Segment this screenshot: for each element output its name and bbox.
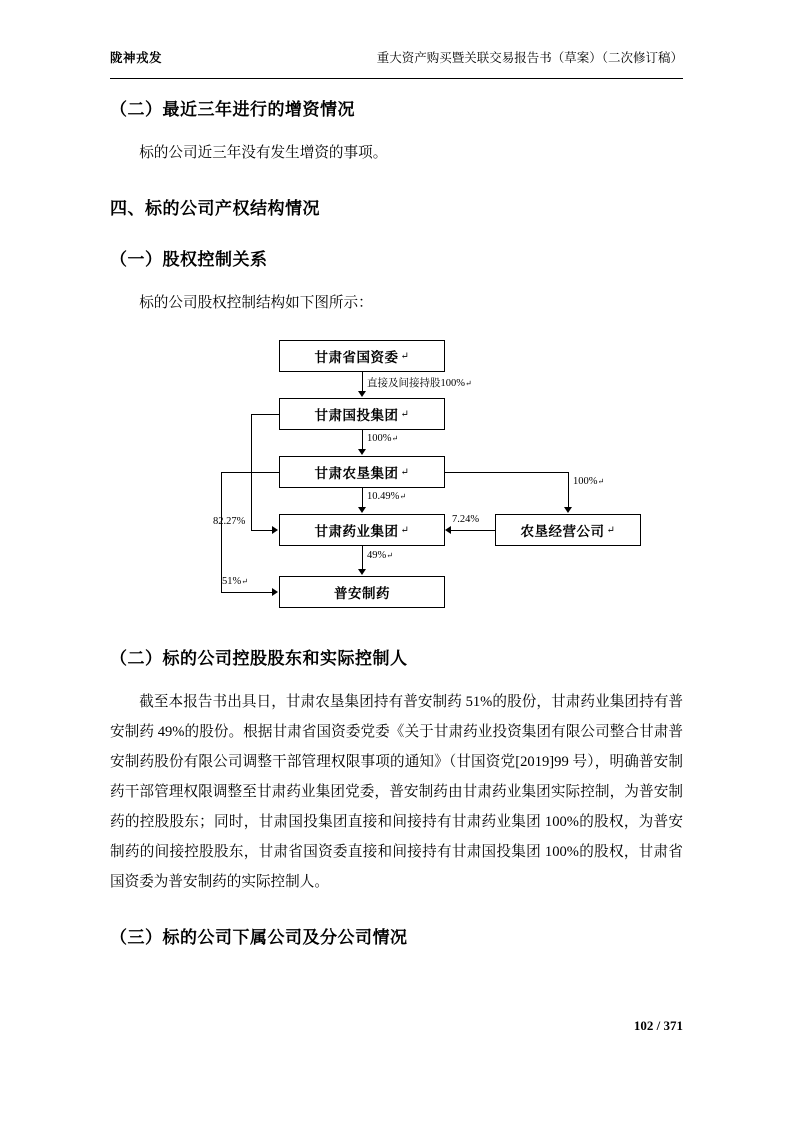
diagram-arrowhead-1 xyxy=(358,391,366,397)
paragraph-no-capital-increase: 标的公司近三年没有发生增资的事项。 xyxy=(139,145,388,161)
diagram-node-gansu-state-investment: 甘肃国投集团 ↵ xyxy=(279,398,445,430)
diagram-node-puan-pharmaceutical: 普安制药 xyxy=(279,576,445,608)
diagram-node-gansu-sasac: 甘肃省国资委 ↵ xyxy=(279,340,445,372)
diagram-arrowhead-3 xyxy=(358,507,366,513)
diagram-arrowhead-8 xyxy=(445,526,451,534)
page-content xyxy=(110,95,683,948)
diagram-connector-nongken-to-pharma xyxy=(362,488,363,508)
diagram-connector-left2-top xyxy=(221,472,279,473)
diagram-connector-left-top xyxy=(251,414,279,415)
heading-ownership-structure: 四、标的公司产权结构情况 xyxy=(110,199,320,218)
diagram-connector-left-into-pharma xyxy=(251,530,273,531)
diagram-connector-sasac-to-investment xyxy=(362,372,363,392)
diagram-label-10-49: 10.49%↵ xyxy=(367,491,407,502)
heading-controlling-shareholder: （二）标的公司控股股东和实际控制人 xyxy=(110,649,408,668)
diagram-arrowhead-6 xyxy=(272,588,278,596)
diagram-node-nongken-operating: 农垦经营公司 ↵ xyxy=(495,514,641,546)
diagram-node-gansu-pharma: 甘肃药业集团 ↵ xyxy=(279,514,445,546)
diagram-connector-left2-vertical xyxy=(221,472,222,592)
diagram-connector-right-vertical xyxy=(568,472,569,508)
diagram-label-100-investment-nongken: 100%↵ xyxy=(367,433,399,444)
heading-recent-capital-increase: （二）最近三年进行的增资情况 xyxy=(110,100,355,119)
diagram-label-100-nongken-operating: 100%↵ xyxy=(573,476,605,487)
diagram-label-49: 49%↵ xyxy=(367,550,393,561)
diagram-connector-right-top xyxy=(445,472,568,473)
diagram-arrowhead-2 xyxy=(358,449,366,455)
page-header xyxy=(110,48,683,79)
diagram-label-7-24: 7.24% xyxy=(452,514,480,525)
header-document-title: 重大资产购买暨关联交易报告书（草案）（二次修订稿） xyxy=(376,51,683,65)
diagram-arrowhead-7 xyxy=(564,507,572,513)
paragraph-structure-intro: 标的公司股权控制结构如下图所示： xyxy=(139,295,373,311)
diagram-label-direct-indirect-100: 直接及间接持股100%↵ xyxy=(367,378,472,389)
diagram-connector-pharma-to-puan xyxy=(362,546,363,570)
diagram-connector-left2-into-puan xyxy=(221,592,273,593)
header-company-name: 陇神戎发 xyxy=(110,51,163,65)
diagram-connector-investment-to-nongken xyxy=(362,430,363,450)
diagram-label-51: 51%↵ xyxy=(222,576,248,587)
diagram-node-gansu-nongken: 甘肃农垦集团 ↵ xyxy=(279,456,445,488)
heading-equity-control-relationship: （一）股权控制关系 xyxy=(110,250,268,269)
diagram-arrowhead-5 xyxy=(272,526,278,534)
diagram-label-82-27: 82.27% xyxy=(213,516,246,527)
diagram-arrowhead-4 xyxy=(358,569,366,575)
heading-subsidiaries: （三）标的公司下属公司及分公司情况 xyxy=(110,928,408,947)
diagram-connector-operating-to-pharma xyxy=(451,530,495,531)
ownership-structure-diagram xyxy=(110,332,683,622)
paragraph-control-description: 截至本报告书出具日，甘肃农垦集团持有普安制药 51%的股份，甘肃药业集团持有普安制药 49%的股份。根据甘肃省国资委党委《关于甘肃药业投资集团有限公司整合甘肃普安制药股份有限公司调整干部管理权限事项的通知》（甘国资党[2019]99 号），明确普安制药干部管理权限调整至甘肃药业集团党委，普安制药由甘肃药业集团实际控制，为普安制药的控股股东；同时，甘肃国投集团直接和间接持有甘肃药业集团 100%的股权，为普安制药的间接控股股东，甘肃省国资委直接和间接持有甘肃国投集团 100%的股权，甘肃省国资委为普安制药的实际控制人。 xyxy=(110,694,683,890)
page-number: 102 / 371 xyxy=(633,1018,683,1033)
